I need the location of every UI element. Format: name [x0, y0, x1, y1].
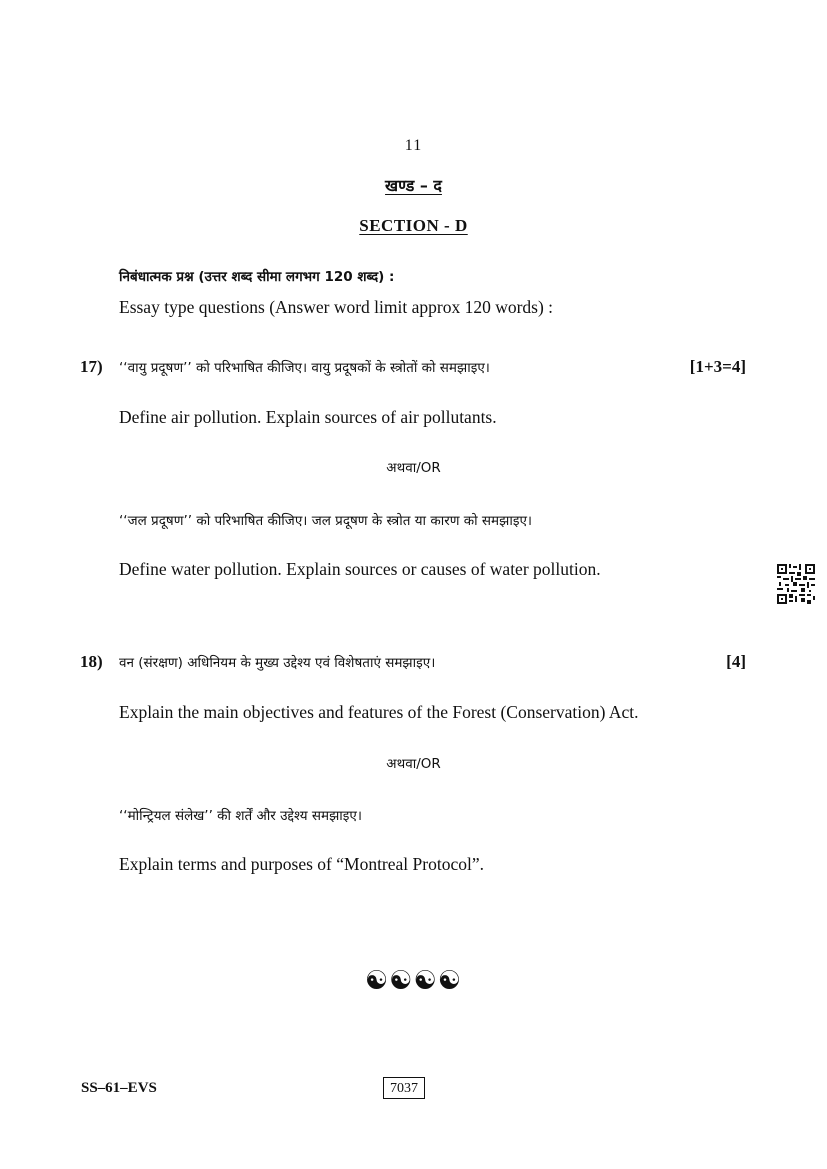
question-18-marks: [4]: [726, 652, 746, 671]
question-number-18: 18): [80, 652, 103, 671]
qr-code-icon: [777, 564, 815, 604]
instructions-english: Essay type questions (Answer word limit approx 120 words) :: [119, 297, 554, 317]
section-title-english: [0, 216, 827, 236]
paper-code: SS–61–EVS: [81, 1080, 157, 1096]
question-17-or-label: [0, 458, 827, 477]
section-title-hindi: [0, 174, 827, 196]
question-17-marks: [1+3=4]: [689, 357, 746, 376]
question-17-english: Define air pollution. Explain sources of air pollutants.: [119, 407, 497, 427]
question-18-alt-hindi: ‘‘मोन्ट्रियल संलेख’’ की शर्तें और उद्देश्य समझाइए।: [119, 808, 363, 824]
question-17-hindi: ‘‘वायु प्रदूषण’’ को परिभाषित कीजिए। वायु प्रदूषकों के स्त्रोतों को समझाइए।: [119, 360, 490, 376]
section-title-english-text: SECTION - D: [359, 216, 468, 235]
or-label-text: अथवा/OR: [386, 460, 441, 476]
serial-number-box: 7037: [383, 1077, 425, 1099]
question-17-alt-hindi: ‘‘जल प्रदूषण’’ को परिभाषित कीजिए। जल प्रदूषण के स्त्रोत या कारण को समझाइए।: [119, 513, 533, 529]
question-18-english: Explain the main objectives and features of the Forest (Conservation) Act.: [119, 702, 639, 722]
section-title-hindi-text: खण्ड – द: [385, 176, 442, 195]
question-17-alt-english: Define water pollution. Explain sources or causes of water pollution.: [119, 559, 601, 579]
page-number: 11: [404, 137, 423, 154]
question-number-17: 17): [80, 357, 103, 376]
end-of-paper-symbols: ☯☯☯☯: [364, 966, 463, 996]
question-18-hindi: वन (संरक्षण) अधिनियम के मुख्य उद्देश्य एवं विशेषताएं समझाइए।: [119, 655, 436, 671]
instructions-hindi: निबंधात्मक प्रश्न (उत्तर शब्द सीमा लगभग 120 शब्द) :: [119, 269, 395, 285]
or-label-text: अथवा/OR: [386, 756, 441, 772]
question-18-or-label: [0, 754, 827, 773]
question-18-alt-english: Explain terms and purposes of “Montreal Protocol”.: [119, 854, 484, 874]
